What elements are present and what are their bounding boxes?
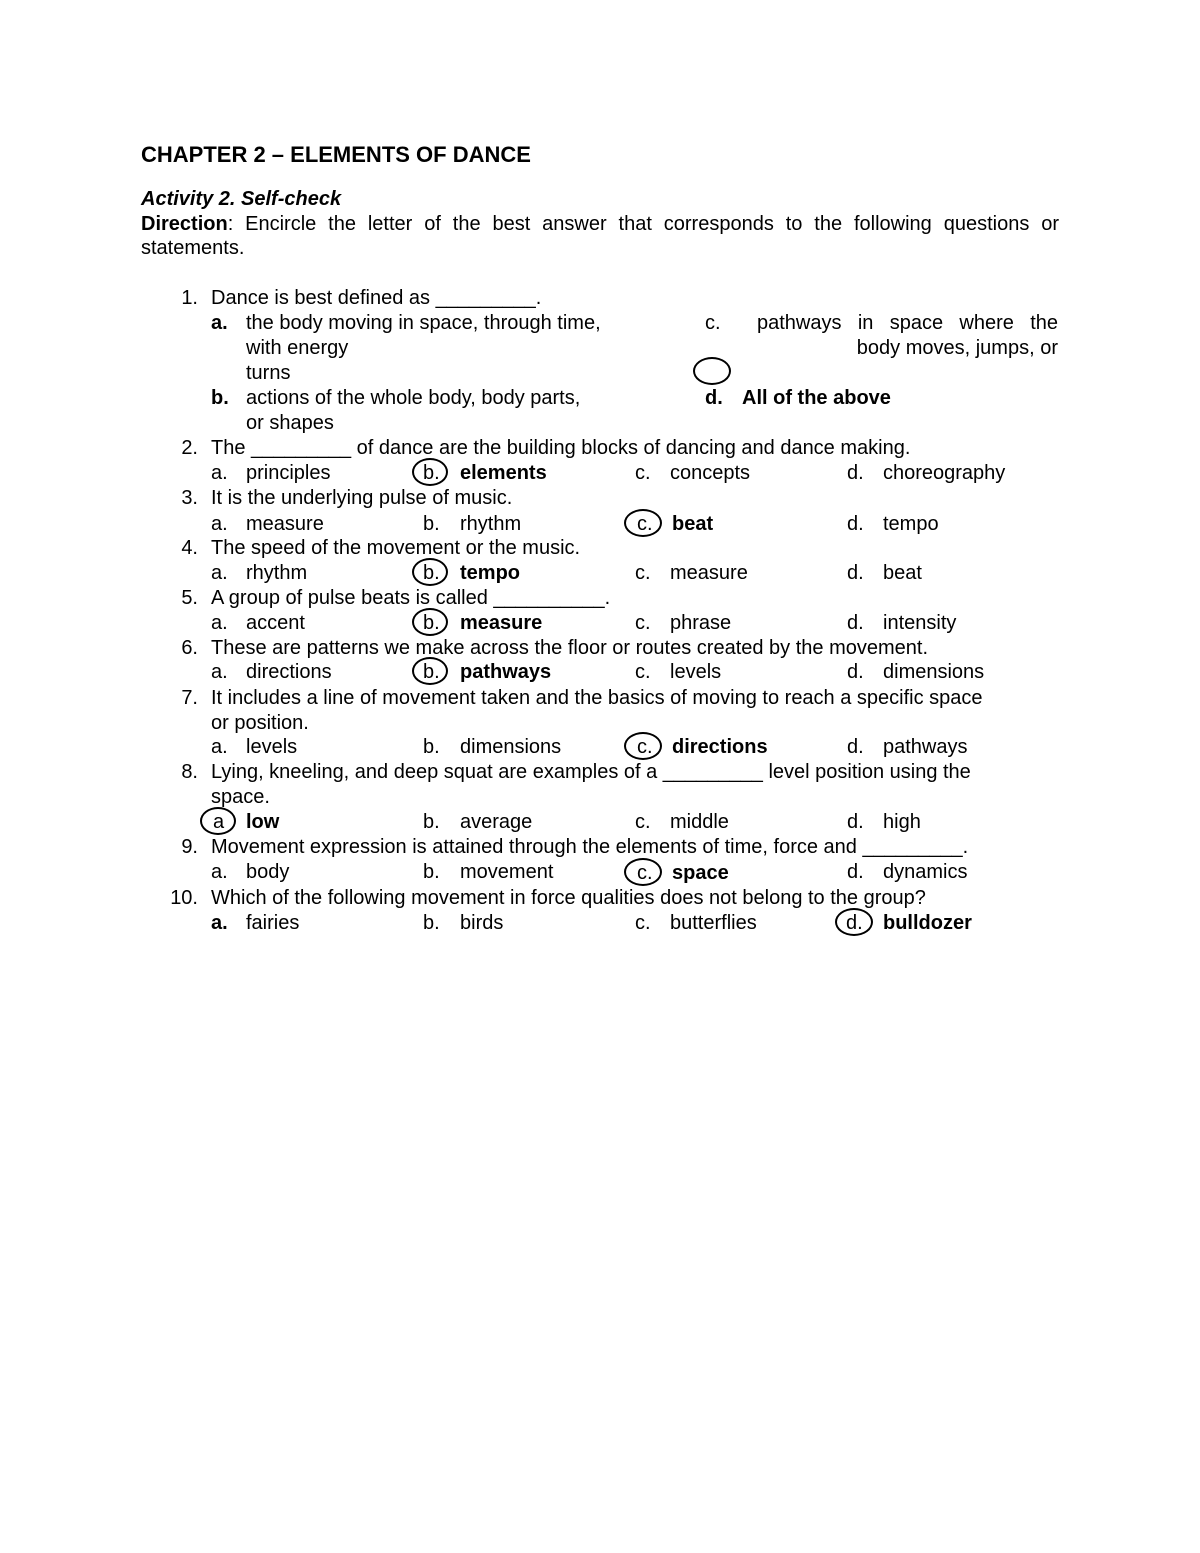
- choice-text: directions: [672, 736, 768, 758]
- choice-text: intensity: [883, 612, 957, 634]
- choice-letter: d.: [847, 736, 864, 758]
- choice-text: measure: [246, 513, 324, 535]
- choice-letter: b.: [423, 912, 440, 934]
- question-text: space.: [211, 786, 270, 808]
- choice-letter: d.: [847, 612, 864, 634]
- question-number: 1.: [181, 287, 198, 309]
- question-text: It is the underlying pulse of music.: [211, 487, 513, 509]
- direction-paragraph: [141, 212, 1059, 260]
- choice-text: beat: [672, 513, 714, 535]
- choice-letter: c.: [635, 462, 651, 484]
- choice-text: the body moving in space, through time,: [246, 312, 601, 334]
- question-text: Dance is best defined as _________.: [211, 287, 542, 309]
- question-number: 2.: [181, 437, 198, 459]
- answer-circle: [835, 908, 873, 936]
- choice-text: measure: [670, 562, 748, 584]
- choice-text: accent: [246, 612, 305, 634]
- choice-letter: d.: [705, 387, 723, 409]
- choice-letter: b.: [423, 462, 440, 484]
- choice-text: levels: [246, 736, 298, 758]
- question-text: It includes a line of movement taken and the basics of moving to reach a specific space: [211, 687, 983, 709]
- choice-text: levels: [670, 661, 722, 683]
- choice-letter: a: [213, 811, 225, 833]
- question-number: 10.: [170, 887, 198, 909]
- choice-text: low: [246, 811, 280, 833]
- choice-letter: d.: [847, 661, 864, 683]
- answer-circle: [624, 858, 662, 886]
- question-text: These are patterns we make across the floor or routes created by the movement.: [211, 637, 929, 659]
- choice-text: rhythm: [460, 513, 522, 535]
- choice-text: dimensions: [883, 661, 985, 683]
- choice-letter: a.: [211, 912, 228, 934]
- choice-text: principles: [246, 462, 331, 484]
- choice-text: fairies: [246, 912, 300, 934]
- question-text: Movement expression is attained through the elements of time, force and _________.: [211, 836, 969, 858]
- choice-letter: c.: [635, 912, 651, 934]
- choice-text: phrase: [670, 612, 732, 634]
- question-text: The speed of the movement or the music.: [211, 537, 581, 559]
- choice-letter: b.: [423, 661, 440, 683]
- question-number: 4.: [181, 537, 198, 559]
- answer-circle: [200, 807, 236, 835]
- choice-text: pathways: [460, 661, 552, 683]
- answer-circle: [412, 657, 448, 685]
- choice-text: turns: [246, 362, 291, 384]
- choice-letter: a.: [211, 562, 228, 584]
- choice-text: elements: [460, 462, 547, 484]
- choice-letter: b.: [423, 736, 440, 758]
- choice-letter: c.: [635, 661, 651, 683]
- answer-circle: [624, 509, 662, 537]
- choice-text: or shapes: [246, 412, 334, 434]
- choice-text: pathways in space where the: [757, 312, 1058, 334]
- choice-letter: c.: [637, 862, 653, 884]
- choice-text: movement: [460, 861, 554, 883]
- choice-text: measure: [460, 612, 543, 634]
- choice-text: bulldozer: [883, 912, 972, 934]
- answer-circle: [693, 357, 731, 385]
- choice-text: high: [883, 811, 921, 833]
- choice-text: with energy: [246, 337, 349, 359]
- choice-text: rhythm: [246, 562, 308, 584]
- choice-letter: c.: [637, 736, 653, 758]
- choice-letter: c.: [635, 811, 651, 833]
- choice-text: tempo: [883, 513, 939, 535]
- question-text: Which of the following movement in force qualities does not belong to the group?: [211, 887, 926, 909]
- choice-text: space: [672, 862, 729, 884]
- choice-letter: d.: [847, 861, 864, 883]
- choice-letter: a.: [211, 513, 228, 535]
- choice-letter: b.: [423, 612, 440, 634]
- choice-text: body moves, jumps, or: [856, 337, 1058, 359]
- choice-letter: a.: [211, 861, 228, 883]
- choice-letter: c.: [635, 612, 651, 634]
- question-number: 6.: [181, 637, 198, 659]
- question-text: A group of pulse beats is called __________.: [211, 587, 611, 609]
- answer-circle: [412, 458, 448, 486]
- choice-text: All of the above: [742, 387, 891, 409]
- choice-letter: c.: [705, 312, 721, 334]
- choice-text: body: [246, 861, 290, 883]
- question-number: 3.: [181, 487, 198, 509]
- choice-text: tempo: [460, 562, 520, 584]
- choice-letter: d.: [847, 562, 864, 584]
- choice-text: average: [460, 811, 533, 833]
- choice-text: dimensions: [460, 736, 562, 758]
- choice-text: pathways: [883, 736, 968, 758]
- direction-label: Direction: [141, 213, 228, 235]
- question-number: 8.: [181, 761, 198, 783]
- choice-letter: a.: [211, 312, 228, 334]
- choice-text: dynamics: [883, 861, 968, 883]
- choice-letter: a.: [211, 736, 228, 758]
- choice-text: birds: [460, 912, 504, 934]
- choice-letter: b.: [423, 861, 440, 883]
- choice-letter: d.: [846, 912, 863, 934]
- answer-circle: [412, 558, 448, 586]
- choice-letter: b.: [211, 387, 229, 409]
- choice-letter: c.: [637, 513, 653, 535]
- choice-letter: d.: [847, 811, 864, 833]
- answer-circle: [624, 732, 662, 760]
- choice-letter: b.: [423, 562, 440, 584]
- question-text: or position.: [211, 712, 309, 734]
- choice-letter: b.: [423, 811, 440, 833]
- activity-heading: Activity 2. Self-check: [141, 188, 342, 210]
- direction-text: : Encircle the letter of the best answer that corresponds to the following questions or statements.: [141, 213, 1059, 259]
- choice-letter: a.: [211, 462, 228, 484]
- question-number: 9.: [181, 836, 198, 858]
- choice-text: directions: [246, 661, 332, 683]
- choice-letter: a.: [211, 661, 228, 683]
- choice-text: beat: [883, 562, 922, 584]
- choice-letter: a.: [211, 612, 228, 634]
- question-text: Lying, kneeling, and deep squat are examples of a _________ level position using the: [211, 761, 971, 783]
- choice-letter: b.: [423, 513, 440, 535]
- choice-text: butterflies: [670, 912, 757, 934]
- choice-text: concepts: [670, 462, 751, 484]
- choice-text: middle: [670, 811, 729, 833]
- choice-letter: d.: [847, 513, 864, 535]
- question-number: 5.: [181, 587, 198, 609]
- question-number: 7.: [181, 687, 198, 709]
- choice-text: actions of the whole body, body parts,: [246, 387, 581, 409]
- answer-circle: [412, 608, 448, 636]
- choice-text: choreography: [883, 462, 1006, 484]
- choice-letter: d.: [847, 462, 864, 484]
- choice-letter: c.: [635, 562, 651, 584]
- question-text: The _________ of dance are the building blocks of dancing and dance making.: [211, 437, 911, 459]
- chapter-title: CHAPTER 2 – ELEMENTS OF DANCE: [141, 142, 531, 167]
